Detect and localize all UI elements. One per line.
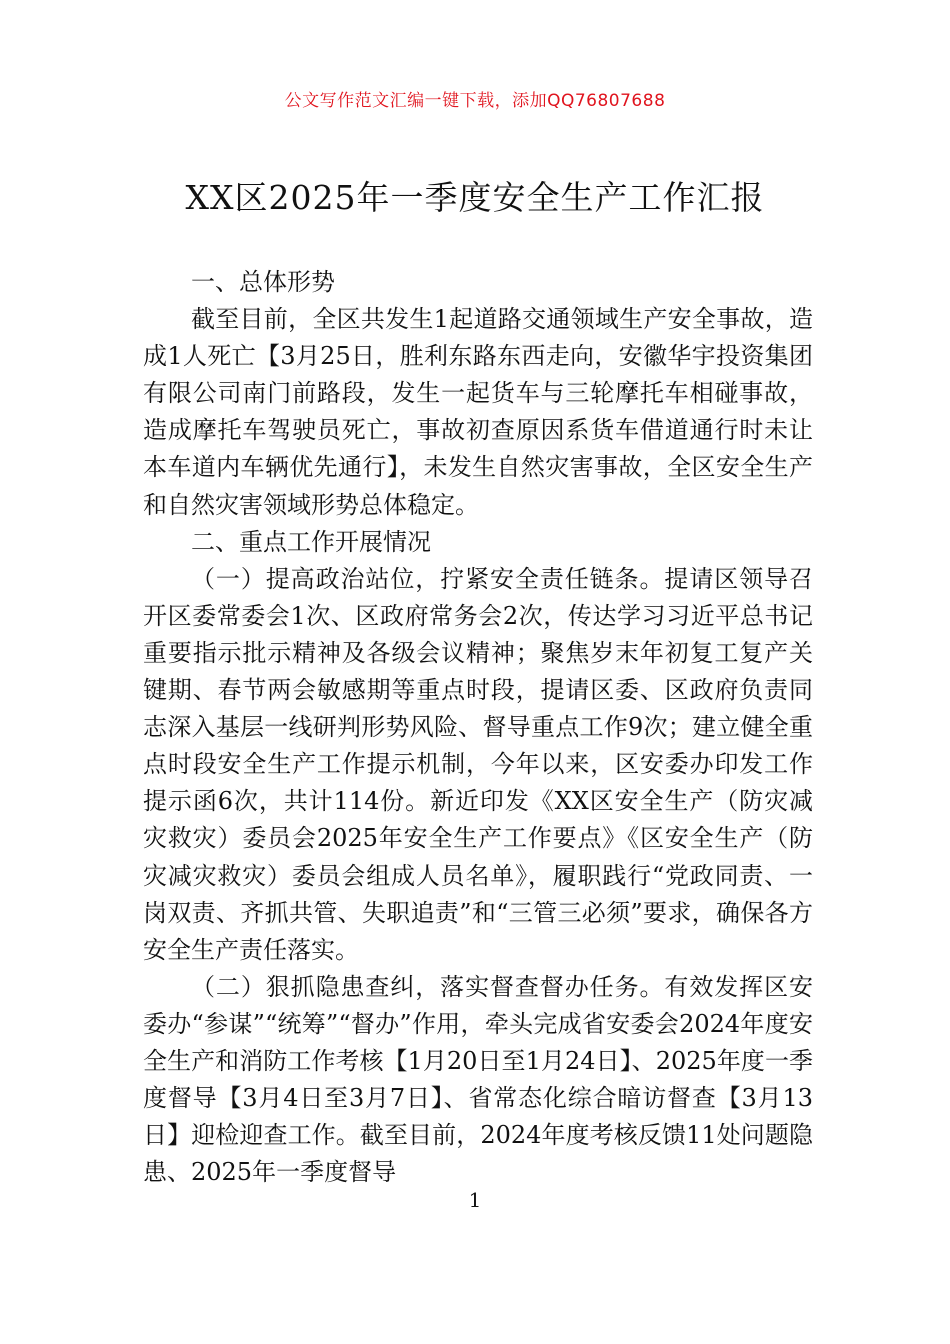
document-body [143, 264, 813, 1191]
section-heading-key-work: 二、重点工作开展情况 [191, 527, 431, 556]
page-title: XX区2025年一季度安全生产工作汇报 [185, 178, 765, 217]
page-number: 1 [468, 1188, 482, 1212]
promo-banner: 公文写作范文汇编一键下载，添加QQ76807688 [284, 91, 666, 111]
section-heading-overall: 一、总体形势 [191, 268, 335, 296]
paragraph-overall-situation: 截至目前，全区共发生1起道路交通领域生产安全事故，造成1人死亡【3月25日，胜利东路东西走向，安徽华宇投资集团有限公司南门前路段，发生一起货车与三轮摩托车相碰事故，造成摩托车驾驶员死亡，事故初查原因系货车借道通行时未让本车道内车辆优先通行】，未发生自然灾害事故，全区安全生产和自然灾害领域形势总体稳定。 [143, 305, 813, 519]
paragraph-key-work-1: （一）提高政治站位，拧紧安全责任链条。提请区领导召开区委常委会1次、区政府常务会2次，传达学习习近平总书记重要指示批示精神及各级会议精神；聚焦岁末年初复工复产关键期、春节两会敏感期等重点时段，提请区委、区政府负责同志深入基层一线研判形势风险、督导重点工作9次；建立健全重点时段安全生产工作提示机制，今年以来，区安委办印发工作提示函6次，共计114份。新近印发《XX区安全生产（防灾减灾救灾）委员会2025年安全生产工作要点》《区安全生产（防灾减灾救灾）委员会组成人员名单》，履职践行“党政同责、一岗双责、齐抓共管、失职追责”和“三管三必须”要求，确保各方安全生产责任落实。 [143, 564, 813, 964]
paragraph-key-work-2: （二）狠抓隐患查纠，落实督查督办任务。有效发挥区安委办“参谋”“统筹”“督办”作用，牵头完成省安委会2024年度安全生产和消防工作考核【1月20日至1月24日】、2025年度一季度督导【3月4日至3月7日】、省常态化综合暗访督查【3月13日】迎检迎查工作。截至目前，2024年度考核反馈11处问题隐患、2025年一季度督导 [143, 972, 813, 1187]
